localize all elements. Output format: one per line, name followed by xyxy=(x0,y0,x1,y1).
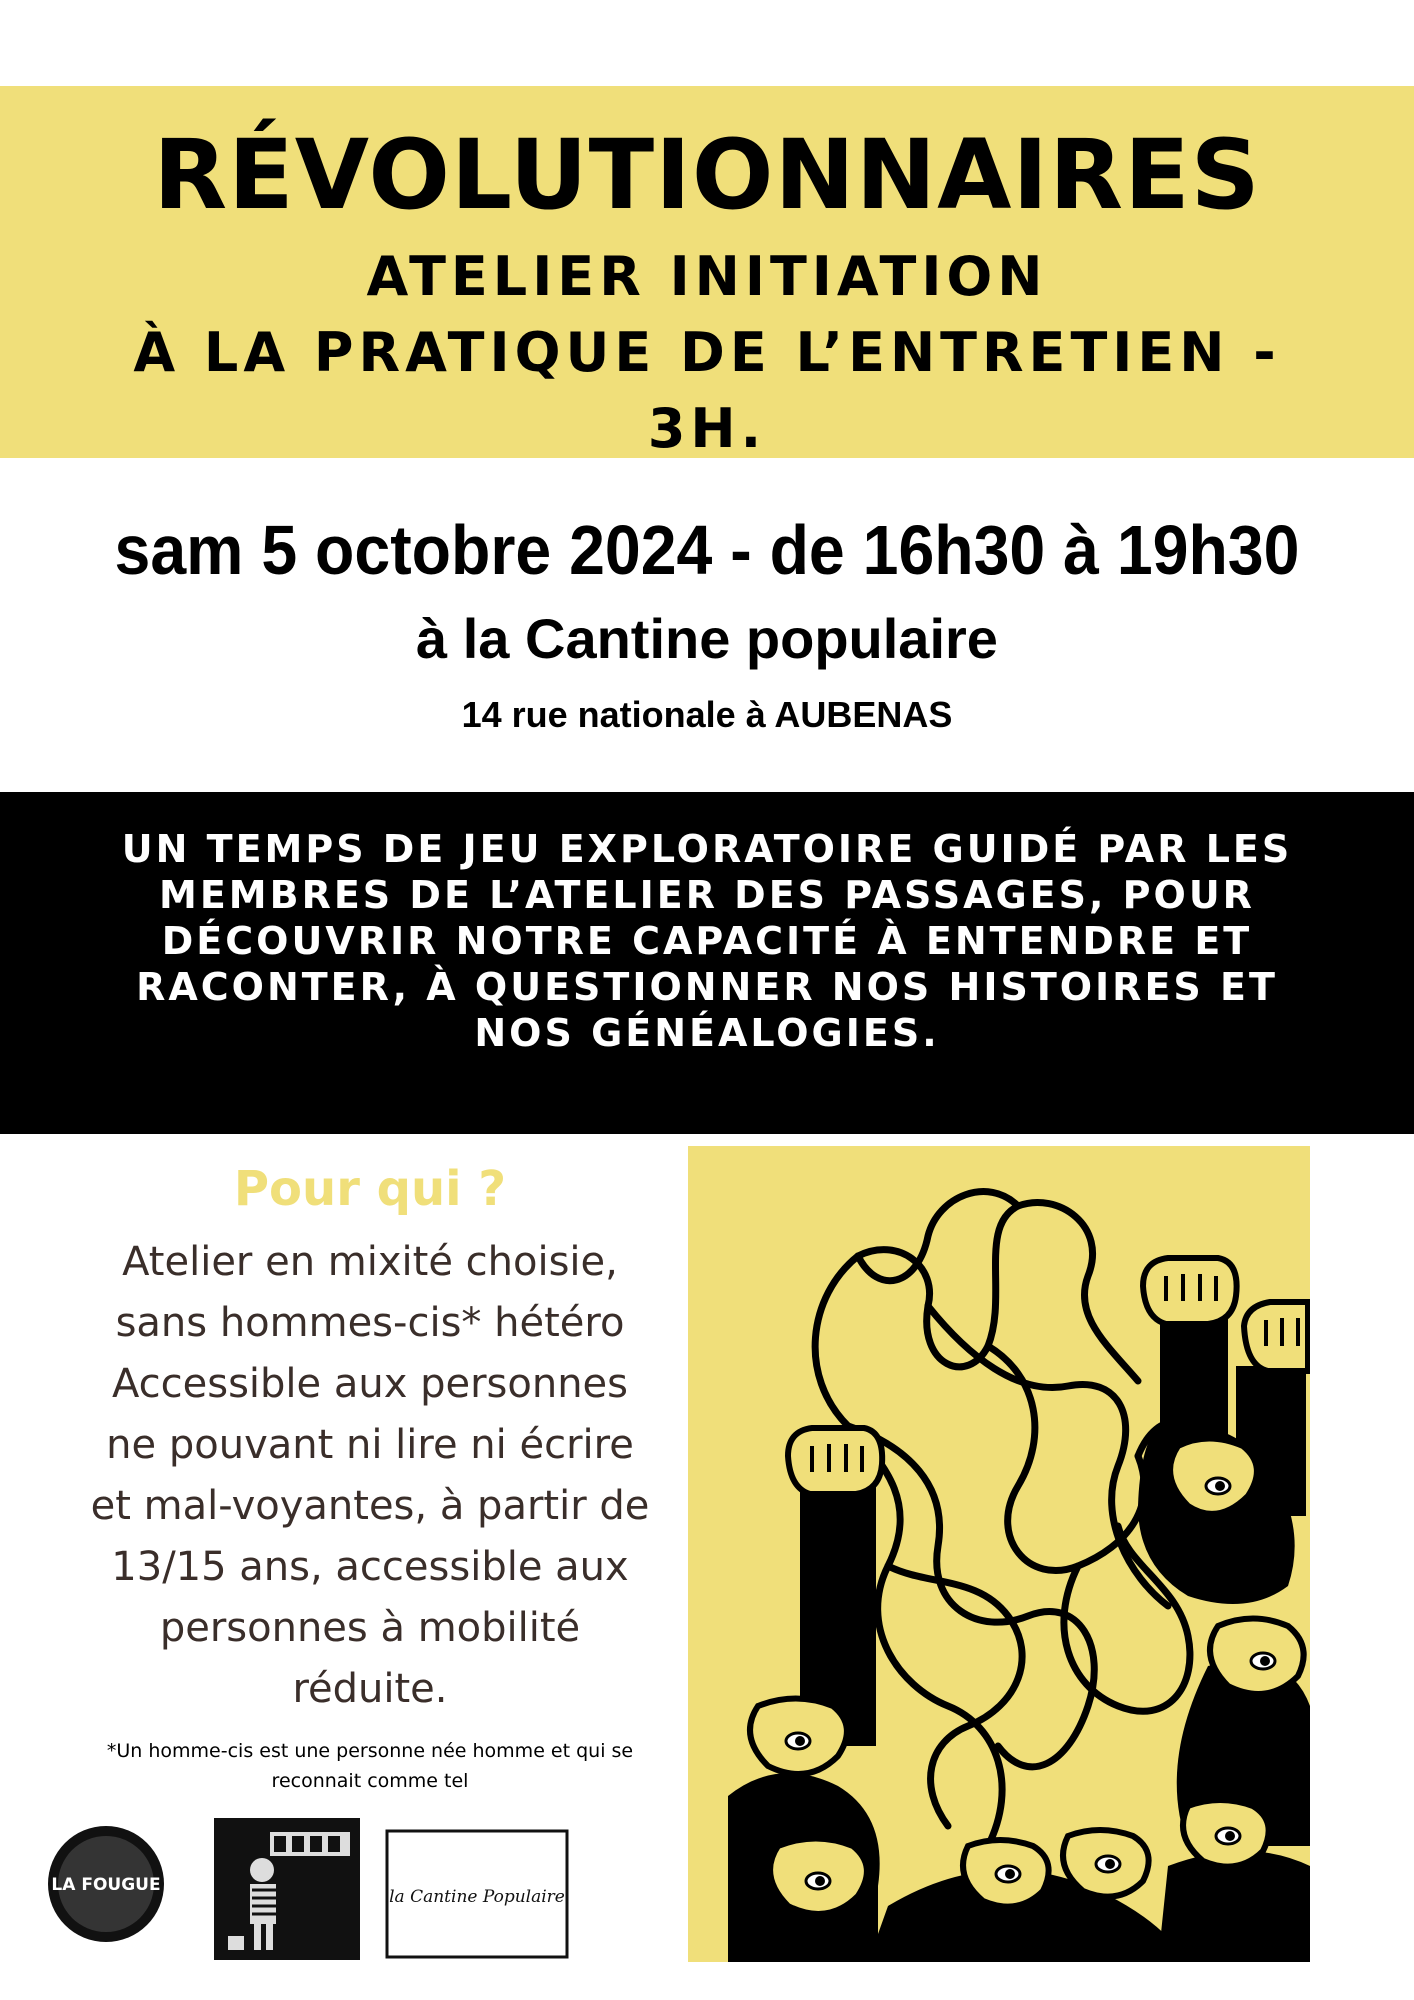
raised-fist-icon xyxy=(1143,1258,1237,1436)
face xyxy=(1183,1800,1269,1867)
subtitle-line-3: 3H. xyxy=(647,397,767,460)
event-date-time: sam 5 octobre 2024 - de 16h30 à 19h30 xyxy=(114,511,1300,589)
event-venue: à la Cantine populaire xyxy=(416,607,998,670)
cantine-populaire-logo xyxy=(384,1828,570,1960)
illustration-panel xyxy=(688,1146,1310,1962)
eye-icon xyxy=(1251,1653,1275,1669)
audience-line: Accessible aux personnes xyxy=(111,1361,629,1407)
description-line: UN TEMPS DE JEU EXPLORATOIRE GUIDÉ PAR LES xyxy=(121,827,1293,871)
description-text xyxy=(110,826,1304,1056)
illustration-artwork xyxy=(688,1146,1310,1962)
eye-icon xyxy=(806,1873,830,1889)
poster-title: RÉVOLUTIONNAIRES xyxy=(153,119,1261,231)
eye-icon xyxy=(1096,1856,1120,1872)
audience-heading: Pour qui ? xyxy=(233,1161,507,1217)
cantine-populaire-logo-text: la Cantine Populaire xyxy=(389,1887,565,1907)
eye-icon xyxy=(786,1733,810,1749)
linocut-image xyxy=(214,1818,360,1960)
description-line: RACONTER, À QUESTIONNER NOS HISTOIRES ET xyxy=(136,965,1278,1009)
la-fougue-logo-text: LA FOUGUE xyxy=(51,1875,161,1895)
eye-icon xyxy=(996,1866,1020,1882)
description-line: NOS GÉNÉALOGIES. xyxy=(474,1011,940,1055)
eye-icon xyxy=(1216,1828,1240,1844)
audience-line: personnes à mobilité xyxy=(159,1605,581,1651)
subtitle-line-1: ATELIER INITIATION xyxy=(366,245,1048,308)
footnote xyxy=(30,1736,710,1796)
audience-text xyxy=(40,1232,700,1720)
audience-line: sans hommes-cis* hétéro xyxy=(115,1300,625,1346)
description-line: DÉCOUVRIR NOTRE CAPACITÉ À ENTENDRE ET xyxy=(161,919,1253,963)
description-line: MEMBRES DE L’ATELIER DES PASSAGES, POUR xyxy=(159,873,1255,917)
face xyxy=(1210,1619,1304,1695)
face xyxy=(963,1840,1049,1907)
audience-line: et mal-voyantes, à partir de xyxy=(90,1483,650,1529)
la-fougue-logo xyxy=(44,1822,168,1946)
audience-line: Atelier en mixité choisie, xyxy=(122,1239,618,1285)
event-address: 14 rue nationale à AUBENAS xyxy=(461,694,953,735)
audience-line: réduite. xyxy=(292,1666,448,1712)
audience-line: ne pouvant ni lire ni écrire xyxy=(106,1422,634,1468)
face xyxy=(770,1839,867,1915)
face xyxy=(1170,1439,1257,1515)
subtitle-line-2: À LA PRATIQUE DE L’ENTRETIEN - xyxy=(133,321,1281,384)
footnote-line: *Un homme-cis est une personne née homme et qui se xyxy=(106,1740,634,1762)
face xyxy=(750,1699,847,1775)
eye-icon xyxy=(1206,1478,1230,1494)
audience-line: 13/15 ans, accessible aux xyxy=(111,1544,629,1590)
face xyxy=(1063,1830,1149,1897)
footnote-line: reconnait comme tel xyxy=(271,1770,469,1792)
